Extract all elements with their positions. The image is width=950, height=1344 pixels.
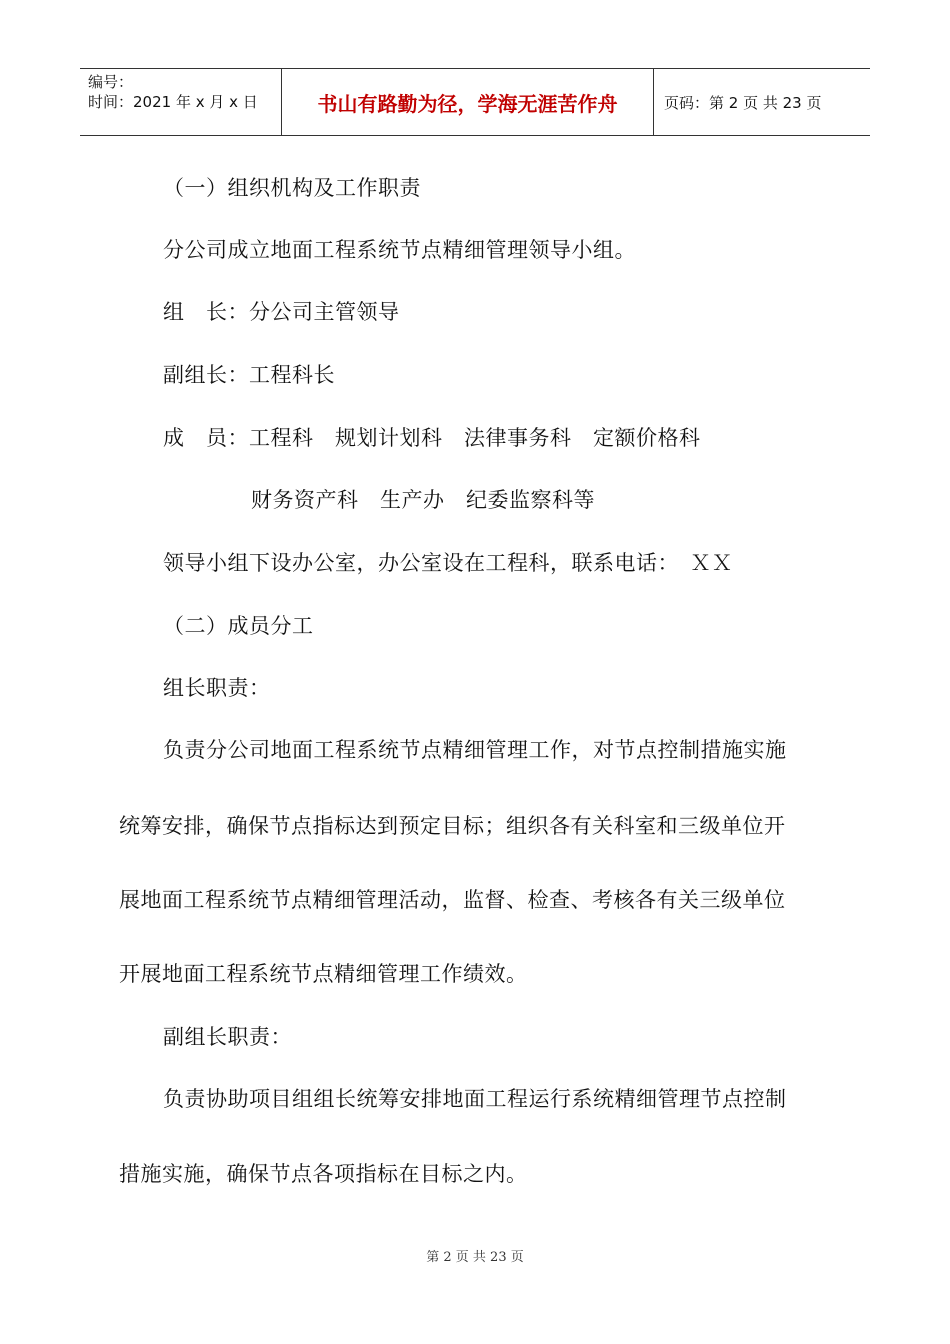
paragraph-line: 统筹安排，确保节点指标达到预定目标；组织各有关科室和三级单位开	[119, 814, 786, 838]
paragraph-line: 负责协助项目组组长统筹安排地面工程运行系统精细管理节点控制	[163, 1087, 787, 1111]
section-heading-1: （一）组织机构及工作职责	[163, 176, 421, 200]
paragraph-line: 副组长：工程科长	[163, 363, 335, 387]
paragraph-line: 组 长：分公司主管领导	[163, 300, 400, 324]
section-heading-2: （二）成员分工	[163, 614, 314, 638]
paragraph-line: 组长职责：	[163, 676, 271, 700]
document-number-label: 编号：	[88, 73, 134, 91]
paragraph-line: 财务资产科 生产办 纪委监察科等	[251, 488, 595, 512]
paragraph-line: 措施实施，确保节点各项指标在目标之内。	[119, 1162, 528, 1186]
paragraph-line: 领导小组下设办公室，办公室设在工程科，联系电话： ＸＸ	[163, 551, 733, 575]
header-page-info: 页码：第 2 页 共 23 页	[664, 93, 822, 112]
page-header	[80, 68, 870, 136]
page-footer: 第 2 页 共 23 页	[426, 1250, 524, 1265]
paragraph-line: 负责分公司地面工程系统节点精细管理工作，对节点控制措施实施	[163, 738, 787, 762]
paragraph-line: 展地面工程系统节点精细管理活动，监督、检查、考核各有关三级单位	[119, 888, 786, 912]
document-time-label: 时间：2021 年 x 月 x 日	[88, 93, 258, 111]
paragraph-line: 成 员：工程科 规划计划科 法律事务科 定额价格科	[163, 426, 701, 450]
paragraph-line: 分公司成立地面工程系统节点精细管理领导小组。	[163, 238, 636, 262]
paragraph-line: 开展地面工程系统节点精细管理工作绩效。	[119, 962, 528, 986]
header-motto: 书山有路勤为径，学海无涯苦作舟	[282, 69, 654, 135]
paragraph-line: 副组长职责：	[163, 1025, 292, 1049]
header-meta	[80, 69, 282, 135]
